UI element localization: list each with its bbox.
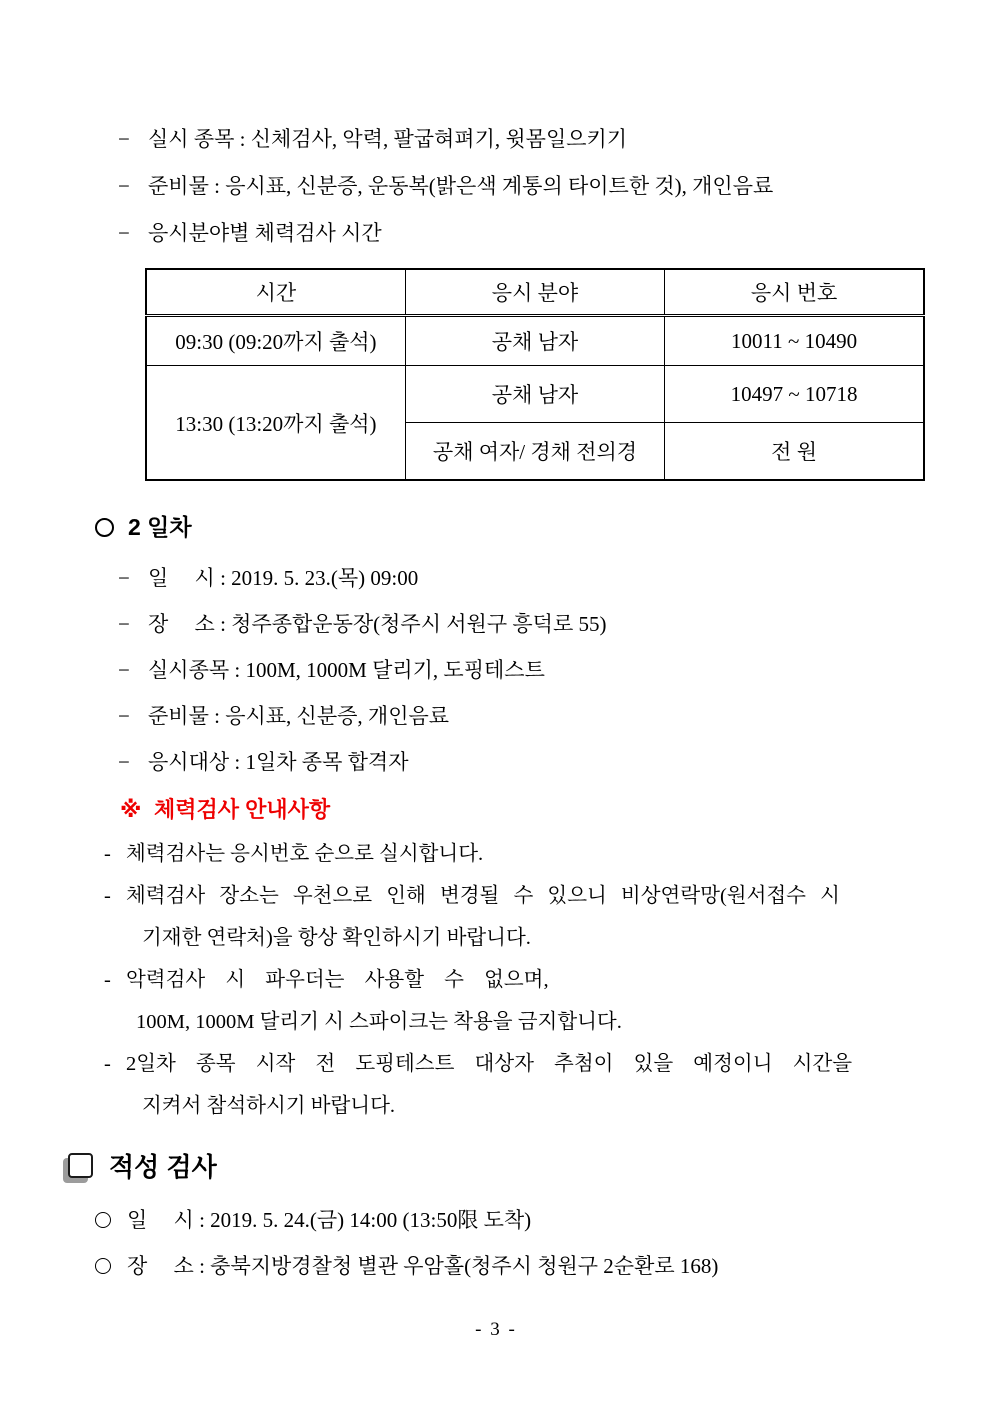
list-item-text: 악력검사 시 파우더는 사용할 수 없으며, — [126, 969, 549, 991]
cell-category: 공채 남자 — [405, 316, 664, 366]
table-row — [146, 316, 924, 366]
dash-bullet: − — [118, 566, 130, 590]
notice-list — [104, 833, 992, 1127]
list-item-text: 일 시 : 2019. 5. 23.(목) 09:00 — [148, 566, 419, 590]
section-title: 적성 검사 — [109, 1152, 217, 1182]
dash-bullet: − — [118, 221, 130, 245]
reference-mark-icon: ※ — [120, 797, 142, 822]
notice-heading-text: 체력검사 안내사항 — [154, 797, 331, 822]
col-header-numbers: 응시 번호 — [665, 269, 924, 316]
list-item — [118, 647, 992, 693]
list-item — [118, 221, 992, 245]
cell-numbers: 10497 ~ 10718 — [665, 366, 924, 423]
list-item-continuation — [104, 917, 992, 959]
list-item — [118, 555, 992, 601]
dash-bullet: − — [118, 658, 130, 682]
layered-square-icon — [68, 1153, 93, 1178]
list-item-text: 준비물 : 응시표, 신분증, 개인음료 — [148, 704, 450, 728]
dash-bullet: − — [118, 174, 130, 198]
dash-bullet: − — [118, 127, 130, 151]
list-item-text: 체력검사 장소는 우천으로 인해 변경될 수 있으니 비상연락망(원서접수 시 — [126, 885, 840, 907]
list-item-text: 장 소 : 충북지방경찰청 별관 우암홀(청주시 청원구 2순환로 168) — [127, 1254, 719, 1278]
cell-time: 09:30 (09:20까지 출석) — [146, 316, 405, 366]
dash-bullet: − — [118, 750, 130, 774]
list-item — [118, 693, 992, 739]
list-item-text: 실시종목 : 100M, 1000M 달리기, 도핑테스트 — [148, 658, 545, 682]
list-item — [95, 1243, 992, 1289]
dash-bullet: - — [104, 969, 111, 991]
table-row — [146, 366, 924, 423]
circle-outline-icon — [95, 1258, 111, 1274]
cell-category: 공채 남자 — [405, 366, 664, 423]
page-number: - 3 - — [475, 1319, 517, 1340]
dash-bullet: - — [104, 885, 111, 907]
list-item — [104, 959, 992, 1001]
cell-category: 공채 여자/ 경채 전의경 — [405, 423, 664, 481]
list-item-text: 준비물 : 응시표, 신분증, 운동복(밝은색 계통의 타이트한 것), 개인음료 — [148, 174, 774, 198]
table-header-row — [146, 269, 924, 316]
circle-outline-icon — [95, 518, 114, 537]
dash-bullet: - — [104, 843, 111, 865]
list-item-text: 체력검사는 응시번호 순으로 실시합니다. — [126, 843, 484, 865]
list-item — [118, 601, 992, 647]
list-item-text: 실시 종목 : 신체검사, 악력, 팔굽혀펴기, 윗몸일으키기 — [148, 127, 628, 151]
fitness-test-schedule-table — [145, 268, 925, 481]
list-item-text: 응시분야별 체력검사 시간 — [148, 221, 382, 245]
list-item — [104, 875, 992, 917]
list-item — [104, 1043, 992, 1085]
list-item — [104, 833, 992, 875]
dash-bullet: - — [104, 1053, 111, 1075]
list-item — [118, 127, 992, 151]
circle-outline-icon — [95, 1212, 111, 1228]
aptitude-list — [95, 1197, 992, 1289]
cell-time-merged: 13:30 (13:20까지 출석) — [146, 366, 405, 481]
dash-bullet: − — [118, 704, 130, 728]
intro-list — [118, 127, 992, 245]
section-title: 2 일차 — [128, 514, 192, 540]
list-item-text: 일 시 : 2019. 5. 24.(금) 14:00 (13:50限 도착) — [127, 1208, 532, 1232]
list-item-continuation — [104, 1001, 992, 1043]
list-item-text: 장 소 : 청주종합운동장(청주시 서원구 흥덕로 55) — [148, 612, 607, 636]
notice-heading — [120, 795, 992, 825]
section-heading-day2 — [95, 513, 992, 541]
dash-bullet: − — [118, 612, 130, 636]
list-item — [118, 739, 992, 785]
cell-numbers: 10011 ~ 10490 — [665, 316, 924, 366]
col-header-time: 시간 — [146, 269, 405, 316]
list-item-text: 지켜서 참석하시기 바랍니다. — [142, 1095, 396, 1117]
list-item-text: 기재한 연락처)을 항상 확인하시기 바랍니다. — [142, 927, 531, 949]
day2-list — [118, 555, 992, 785]
list-item — [118, 174, 992, 198]
col-header-category: 응시 분야 — [405, 269, 664, 316]
section-heading-aptitude — [68, 1149, 992, 1185]
list-item — [95, 1197, 992, 1243]
list-item-text: 응시대상 : 1일차 종목 합격자 — [148, 750, 409, 774]
cell-numbers: 전 원 — [665, 423, 924, 481]
list-item-text: 2일차 종목 시작 전 도핑테스트 대상자 추첨이 있을 예정이니 시간을 — [126, 1053, 853, 1075]
list-item-continuation — [104, 1085, 992, 1127]
list-item-text: 100M, 1000M 달리기 시 스파이크는 착용을 금지합니다. — [136, 1011, 622, 1033]
